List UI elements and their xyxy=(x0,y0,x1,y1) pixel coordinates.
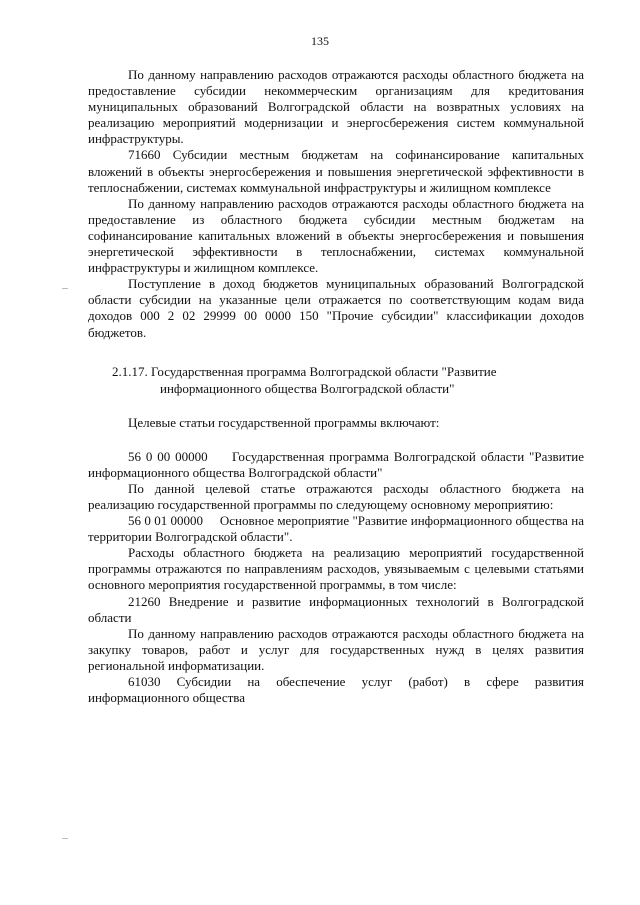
paragraph: Расходы областного бюджета на реализацию мероприятий государственной программы отражаются по направлениям расходов, увязываемым с целевыми статьями основного мероприятия государственной программы, в том числе: xyxy=(88,545,584,593)
paragraph: По данному направлению расходов отражаются расходы областного бюджета на предоставление из областного бюджета субсидии местным бюджетам на софинансирование капитальных вложений в объекты энергосбережения и повышения энергетической эффективности в теплоснабжении, системах коммунальной инфраструктуры и жилищном комплексе. xyxy=(88,195,584,276)
paragraph: Поступление в доход бюджетов муниципальных образований Волгоградской области субсидии на указанные цели отражается по соответствующим кодам вида доходов 000 2 02 29999 00 0000 150 "Прочие субсидии" классификации доходов бюджетов. xyxy=(88,276,584,340)
paragraph: По данному направлению расходов отражаются расходы областного бюджета на предоставление субсидии некоммерческим организациям для кредитования муниципальных образований Волгоградской области на возвратных условиях на реализацию мероприятий модернизации и энергосбережения систем коммунальной инфраструктуры. xyxy=(88,67,584,147)
section-heading-line: информационного общества Волгоградской области" xyxy=(160,380,455,396)
page-number: 135 xyxy=(311,34,329,48)
margin-mark xyxy=(62,288,68,289)
section-heading xyxy=(88,363,584,397)
document-body xyxy=(88,67,588,706)
section-heading-line: 2.1.17. Государственная программа Волгоградской области "Развитие xyxy=(112,363,497,379)
paragraph: 71660 Субсидии местным бюджетам на софинансирование капитальных вложений в объекты энергосбережения и повышения энергетической эффективности в теплоснабжении, системах коммунальной инфраструктуры и жилищном комплексе xyxy=(88,147,584,195)
paragraph: 61030 Субсидии на обеспечение услуг (работ) в сфере развития информационного общества xyxy=(88,674,584,706)
margin-mark xyxy=(62,838,68,839)
paragraph: 21260 Внедрение и развитие информационных технологий в Волгоградской области xyxy=(88,593,584,625)
paragraph: 56 0 01 00000 Основное мероприятие "Развитие информационного общества на территории Волгоградской области". xyxy=(88,513,588,545)
paragraph: Целевые статьи государственной программы включают: xyxy=(128,414,440,430)
paragraph: По данному направлению расходов отражаются расходы областного бюджета на закупку товаров, работ и услуг для государственных нужд в целях развития региональной информатизации. xyxy=(88,625,584,673)
paragraph: По данной целевой статье отражаются расходы областного бюджета на реализацию государственной программы по следующему основному мероприятию: xyxy=(88,480,584,512)
paragraph: 56 0 00 00000 Государственная программа Волгоградской области "Развитие информационного общества Волгоградской области" xyxy=(88,448,588,480)
